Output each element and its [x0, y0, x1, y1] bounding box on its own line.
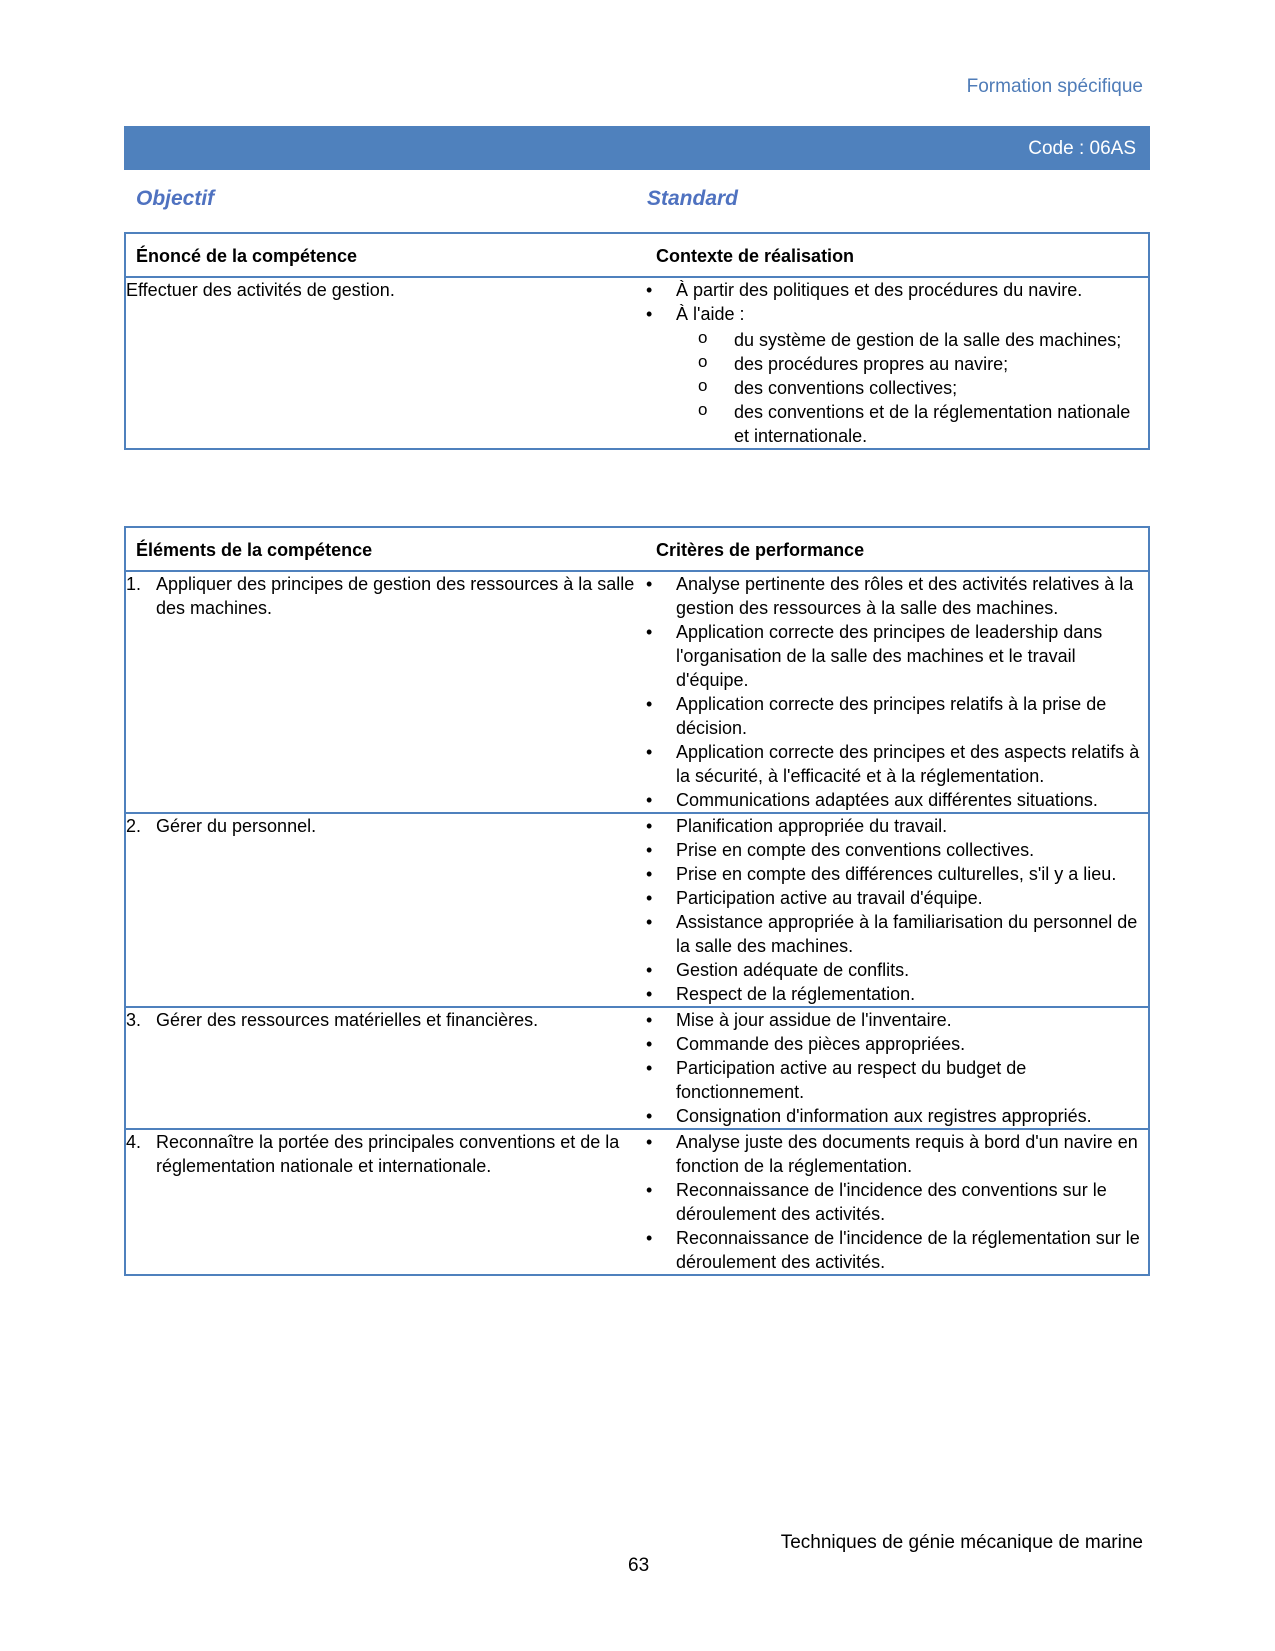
element-row — [125, 813, 1149, 1007]
context-subitem: o des conventions collectives; — [676, 376, 1148, 400]
element-text: Gérer des ressources matérielles et financières. — [156, 1010, 539, 1030]
criterion: • Analyse juste des documents requis à bord d'un navire en fonction de la réglementation. — [646, 1130, 1148, 1178]
context-header: Contexte de réalisation — [646, 233, 1149, 277]
context-sublist — [676, 328, 1148, 448]
context-item — [646, 302, 1148, 448]
element-number: 1. — [126, 574, 142, 594]
running-header: Formation spécifique — [966, 76, 1143, 97]
criteria-list — [646, 1130, 1148, 1274]
context-list — [646, 278, 1148, 448]
elements-table — [124, 526, 1150, 1276]
competency-statement: Effectuer des activités de gestion. — [126, 280, 395, 300]
criterion: • Prise en compte des différences culturelles, s'il y a lieu. — [646, 862, 1148, 886]
criterion: • Consignation d'information aux registres appropriés. — [646, 1104, 1148, 1128]
competency-table — [124, 232, 1150, 450]
elements-header: Éléments de la compétence — [125, 527, 646, 571]
context-subitem: o des conventions et de la réglementation nationale et internationale. — [676, 400, 1148, 448]
element-text: Gérer du personnel. — [156, 816, 317, 836]
element-item — [126, 1130, 646, 1178]
criterion: • Application correcte des principes relatifs à la prise de décision. — [646, 692, 1148, 740]
element-text: Reconnaître la portée des principales conventions et de la réglementation nationale et internationale. — [156, 1132, 620, 1176]
standard-label: Standard — [647, 187, 739, 210]
criterion: • Prise en compte des conventions collectives. — [646, 838, 1148, 862]
element-number: 3. — [126, 1010, 142, 1030]
criterion: • Reconnaissance de l'incidence de la réglementation sur le déroulement des activités. — [646, 1226, 1148, 1274]
criterion: • Respect de la réglementation. — [646, 982, 1148, 1006]
context-item: • À partir des politiques et des procédures du navire. — [646, 278, 1148, 302]
footer-program-title: Techniques de génie mécanique de marine — [780, 1532, 1143, 1553]
criteria-list — [646, 1008, 1148, 1128]
criterion: • Application correcte des principes de leadership dans l'organisation de la salle des machines et le travail d'équipe. — [646, 620, 1148, 692]
context-subitem: o du système de gestion de la salle des machines; — [676, 328, 1148, 352]
element-item — [126, 1008, 646, 1032]
criterion: • Assistance appropriée à la familiarisation du personnel de la salle des machines. — [646, 910, 1148, 958]
element-row — [125, 1007, 1149, 1129]
criterion: • Participation active au travail d'équipe. — [646, 886, 1148, 910]
element-number: 2. — [126, 816, 142, 836]
element-item — [126, 814, 646, 838]
course-code: Code : 06AS — [1028, 138, 1136, 159]
competency-statement-cell — [125, 277, 646, 449]
objective-label: Objectif — [136, 187, 215, 210]
context-subitem: o des procédures propres au navire; — [676, 352, 1148, 376]
element-number: 4. — [126, 1132, 142, 1152]
page-number: 63 — [628, 1555, 650, 1576]
criterion: • Mise à jour assidue de l'inventaire. — [646, 1008, 1148, 1032]
criterion: • Reconnaissance de l'incidence des conventions sur le déroulement des activités. — [646, 1178, 1148, 1226]
context-item-label: À l'aide : — [676, 304, 745, 324]
element-item — [126, 572, 646, 620]
criterion: • Planification appropriée du travail. — [646, 814, 1148, 838]
statement-header: Énoncé de la compétence — [125, 233, 646, 277]
criterion: • Gestion adéquate de conflits. — [646, 958, 1148, 982]
context-cell — [646, 277, 1149, 449]
element-text: Appliquer des principes de gestion des ressources à la salle des machines. — [156, 574, 635, 618]
criteria-list — [646, 814, 1148, 1006]
criterion: • Communications adaptées aux différentes situations. — [646, 788, 1148, 812]
criteria-list — [646, 572, 1148, 812]
criterion: • Participation active au respect du budget de fonctionnement. — [646, 1056, 1148, 1104]
criterion: • Analyse pertinente des rôles et des activités relatives à la gestion des ressources à la salle des machines. — [646, 572, 1148, 620]
criteria-header: Critères de performance — [646, 527, 1149, 571]
element-row — [125, 1129, 1149, 1275]
element-row — [125, 571, 1149, 813]
code-bar — [124, 126, 1150, 170]
criterion: • Commande des pièces appropriées. — [646, 1032, 1148, 1056]
criterion: • Application correcte des principes et des aspects relatifs à la sécurité, à l'efficacité et à la réglementation. — [646, 740, 1148, 788]
